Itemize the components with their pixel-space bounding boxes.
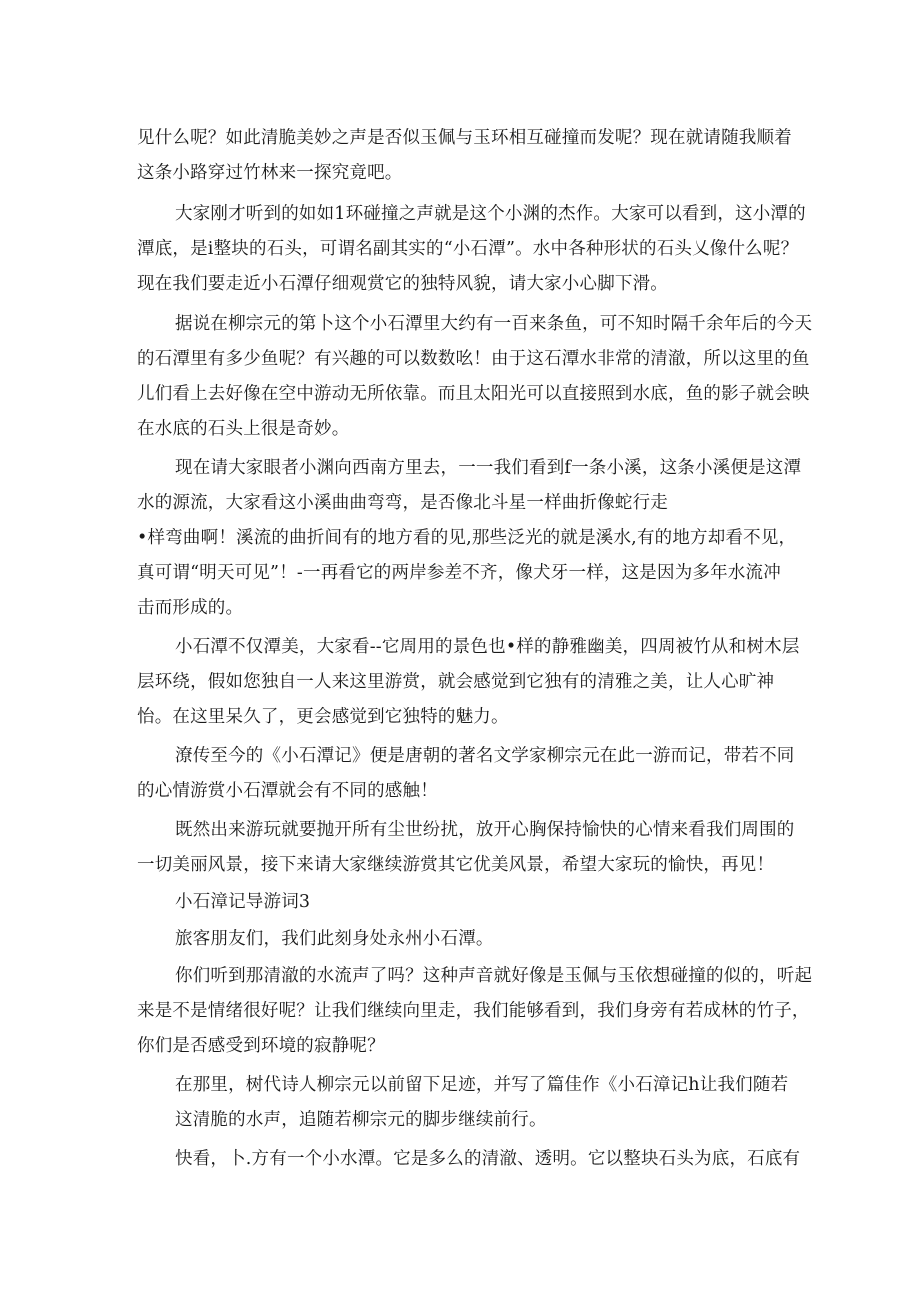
text-line: 见什么呢？如此清脆美妙之声是否似玉佩与玉环相互碰撞而发呢？现在就请随我顺着: [137, 128, 792, 148]
text-line: 你们是否感受到环境的寂静呢？: [137, 1036, 385, 1056]
text-line: 你们听到那清澈的水流声了吗？这种声音就好像是玉佩与玉依想碰撞的似的，听起: [175, 966, 813, 986]
text-line: 层环绕，假如您独自一人来这里游赏，就会感觉到它独有的清雅之美，让人心旷神: [137, 672, 775, 692]
text-line: 潭底，是i整块的石头，可谓名副其实的“小石潭”。水中各种形状的石头乂像什么呢？: [137, 239, 799, 259]
text-line: 怡。在这里呆久了，更会感觉到它独特的魅力。: [137, 707, 509, 727]
text-line: 现在我们要走近小石潭仔细观赏它的独特风貌，请大家小心脚下滑。: [137, 274, 668, 294]
text-line: 快看，卜.方有一个小水潭。它是多么的清澈、透明。它以整块石头为底，石底有: [175, 1149, 801, 1169]
text-line: 的石潭里有多少鱼呢？有兴趣的可以数数吆！由于这石潭水非常的清澈，所以这里的鱼: [137, 349, 810, 369]
text-line: 大家刚才听到的如如1环碰撞之声就是这个小渊的杰作。大家可以看到，这小潭的: [175, 204, 806, 224]
text-line: 的心情游赏小石潭就会有不同的感触！: [137, 781, 438, 801]
text-line: 儿们看上去好像在空中游动无所依靠。而且太阳光可以直接照到水底，鱼的影子就会映: [137, 384, 810, 404]
text-line: 旅客朋友们，我们此刻身处永州小石潭。: [175, 929, 494, 949]
text-line: 水的源流，大家看这小溪曲曲弯弯，是否像北斗星一样曲折像蛇行走: [137, 493, 668, 513]
text-line: •样弯曲啊！溪流的曲折间有的地方看的见,那些泛光的就是溪水,有的地方却看不见，: [137, 528, 797, 548]
text-line: 这清脆的水声，追随若柳宗元的脚步继续前行。: [175, 1110, 547, 1130]
text-line: 据说在柳宗元的第卜这个小石潭里大约有一百来条鱼，可不知时隔千余年后的今天: [175, 314, 813, 334]
text-line: 既然出来游玩就要抛开所有尘世纷扰，放开心胸保持愉快的心情来看我们周围的: [175, 820, 795, 840]
text-line: 潦传至今的《小石潭记》便是唐朝的著名文学家柳宗元在此一游而记，带若不同: [175, 746, 795, 766]
text-line: 真可谓“明天可见”！-一再看它的两岸参差不齐，像犬牙一样，这是因为多年水流冲: [137, 563, 781, 583]
text-line: 来是不是情绪很好呢？让我们继续向里走，我们能够看到，我们身旁有若成林的竹子，: [137, 1001, 810, 1021]
text-line: 现在请大家眼者小渊向西南方里去，一一我们看到f一条小溪，这条小溪便是这潭: [175, 458, 802, 478]
text-line: 小石潭不仅潭美，大家看--它周用的景色也•样的静雅幽美，四周被竹从和树木层: [175, 637, 800, 657]
section-heading: 小石漳记导游词3: [175, 892, 311, 912]
text-line: 一切美丽风景，接下来请大家继续游赏其它优美风景，希望大家玩的愉快，再见！: [137, 855, 775, 875]
text-line: 在那里，树代诗人柳宗元以前留下足迹，并写了篇佳作《小石漳记h让我们随若: [175, 1075, 789, 1095]
text-line: 在水底的石头上很是奇妙。: [137, 419, 350, 439]
text-line: 这条小路穿过竹林来一探究竟吧。: [137, 163, 403, 183]
text-line: 击而形成的。: [137, 598, 244, 618]
